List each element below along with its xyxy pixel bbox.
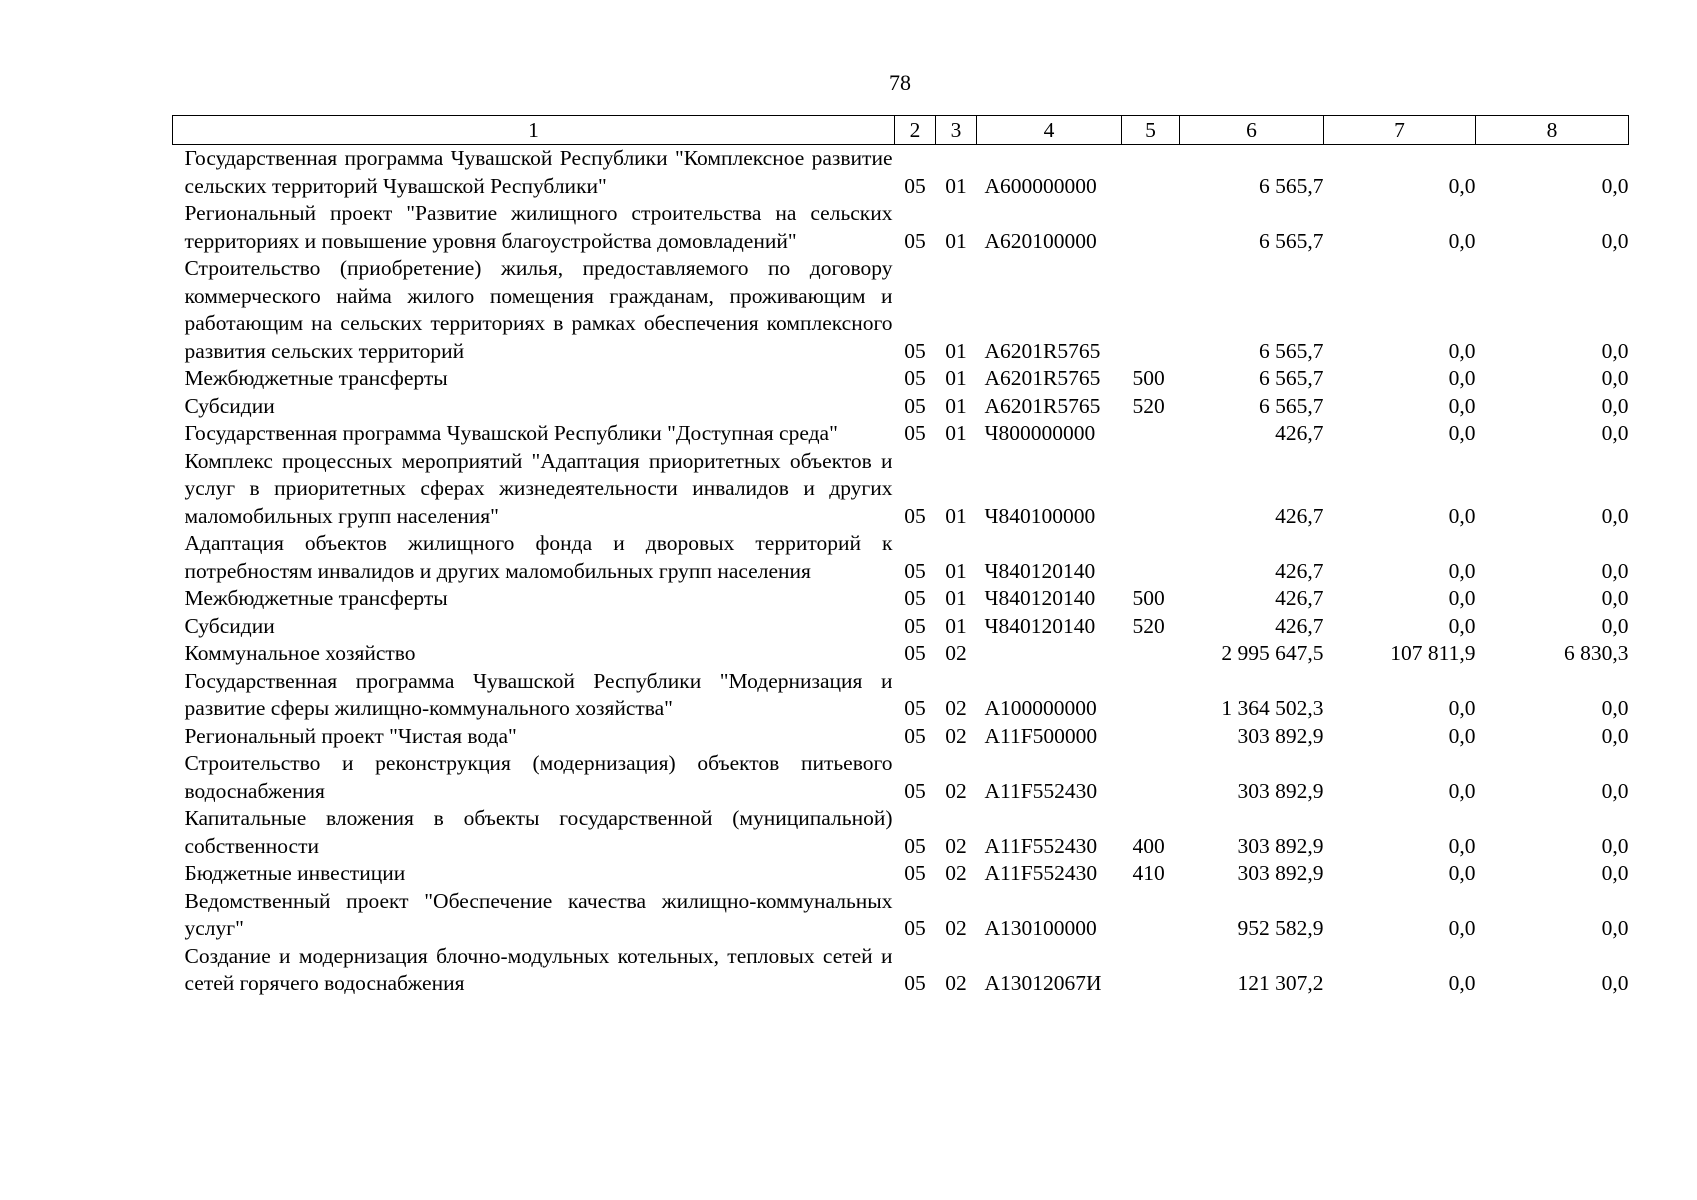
row-name: Ведомственный проект "Обеспечение качества жилищно-коммунальных услуг" [184, 888, 893, 940]
row-amount-col8: 0,0 [1601, 916, 1629, 940]
row-expense-type: 410 [1132, 861, 1165, 885]
row-amount-col6: 6 565,7 [1259, 338, 1324, 363]
table-row [173, 585, 1629, 613]
column-header-2: 2 [895, 116, 936, 145]
row-name: Государственная программа Чувашской Республики "Модернизация и развитие сферы жилищно-коммунального хозяйства" [184, 668, 893, 720]
row-subsection-code: 01 [945, 558, 967, 583]
budget-table [172, 115, 1629, 998]
header-row [173, 116, 1629, 145]
row-amount-col7: 0,0 [1448, 586, 1476, 610]
row-amount-col8: 0,0 [1601, 723, 1629, 748]
row-name: Межбюджетные трансферты [184, 366, 448, 390]
row-amount-col6: 426,7 [1275, 586, 1324, 610]
row-name: Государственная программа Чувашской Республики "Доступная среда" [184, 421, 838, 445]
row-expense-type [1122, 448, 1180, 531]
row-amount-col7: 107 811,9 [1390, 641, 1476, 665]
row-subsection-code: 01 [945, 421, 967, 445]
row-section-code: 05 [904, 228, 926, 253]
row-amount-col8: 0,0 [1601, 778, 1629, 803]
row-amount-col8: 0,0 [1601, 696, 1629, 720]
row-amount-col8: 0,0 [1601, 613, 1629, 638]
row-amount-col6: 426,7 [1275, 503, 1324, 528]
row-amount-col7: 0,0 [1448, 421, 1476, 445]
row-amount-col6: 1 364 502,3 [1221, 696, 1324, 720]
table-row [173, 860, 1629, 888]
page-number: 78 [889, 70, 911, 95]
row-subsection-code: 01 [945, 393, 967, 418]
table-row [173, 668, 1629, 723]
row-name: Коммунальное хозяйство [184, 641, 416, 665]
row-target-article: А11F552430 [984, 833, 1098, 858]
row-name: Субсидии [184, 393, 275, 418]
row-target-article: А11F500000 [984, 723, 1098, 748]
table-header [173, 116, 1629, 145]
table-row [173, 420, 1629, 448]
row-subsection-code: 02 [945, 723, 967, 748]
row-section-code: 05 [904, 338, 926, 363]
row-target-article: Ч840120140 [984, 558, 1096, 583]
row-section-code: 05 [904, 586, 926, 610]
row-amount-col7: 0,0 [1448, 558, 1476, 583]
row-expense-type [1122, 145, 1180, 201]
row-subsection-code: 02 [945, 916, 967, 940]
row-target-article: А11F552430 [984, 778, 1098, 803]
row-amount-col7: 0,0 [1448, 393, 1476, 418]
row-expense-type: 500 [1132, 586, 1165, 610]
row-amount-col8: 0,0 [1601, 861, 1629, 885]
row-section-code: 05 [904, 723, 926, 748]
row-target-article: А6201R5765 [984, 366, 1101, 390]
row-amount-col6: 303 892,9 [1237, 723, 1324, 748]
row-amount-col8: 0,0 [1601, 173, 1629, 198]
table-row [173, 530, 1629, 585]
row-amount-col7: 0,0 [1448, 971, 1476, 995]
column-header-4: 4 [977, 116, 1122, 145]
row-section-code: 05 [904, 613, 926, 638]
row-subsection-code: 01 [945, 366, 967, 390]
row-expense-type [1122, 723, 1180, 751]
row-expense-type [1122, 640, 1180, 668]
row-expense-type: 520 [1132, 393, 1165, 418]
row-subsection-code: 01 [945, 613, 967, 638]
row-target-article: Ч840100000 [984, 503, 1096, 528]
row-amount-col8: 6 830,3 [1564, 641, 1629, 665]
row-subsection-code: 01 [945, 503, 967, 528]
column-header-7: 7 [1324, 116, 1476, 145]
row-expense-type [1122, 668, 1180, 723]
row-section-code: 05 [904, 393, 926, 418]
row-amount-col7: 0,0 [1448, 503, 1476, 528]
row-amount-col7: 0,0 [1448, 696, 1476, 720]
row-section-code: 05 [904, 971, 926, 995]
row-amount-col7: 0,0 [1448, 613, 1476, 638]
row-target-article: А6201R5765 [984, 393, 1101, 418]
row-expense-type [1122, 200, 1180, 255]
row-target-article: Ч840120140 [984, 613, 1096, 638]
row-expense-type [1122, 888, 1180, 943]
row-subsection-code: 02 [945, 971, 967, 995]
row-subsection-code: 02 [945, 861, 967, 885]
table-row [173, 255, 1629, 365]
row-amount-col7: 0,0 [1448, 338, 1476, 363]
row-name: Комплекс процессных мероприятий "Адаптация приоритетных объектов и услуг в приоритетных сферах жизнедеятельности инвалидов и других маломобильных групп населения" [184, 448, 893, 528]
column-header-3: 3 [936, 116, 977, 145]
row-expense-type: 400 [1132, 833, 1165, 858]
row-amount-col6: 303 892,9 [1237, 778, 1324, 803]
table-row [173, 613, 1629, 641]
row-section-code: 05 [904, 503, 926, 528]
row-section-code: 05 [904, 696, 926, 720]
row-amount-col6: 303 892,9 [1237, 833, 1324, 858]
row-expense-type: 520 [1132, 613, 1165, 638]
row-section-code: 05 [904, 421, 926, 445]
table-body [173, 145, 1629, 998]
row-expense-type [1122, 750, 1180, 805]
row-name: Региональный проект "Чистая вода" [184, 723, 517, 748]
row-amount-col8: 0,0 [1601, 366, 1629, 390]
row-amount-col6: 952 582,9 [1237, 916, 1324, 940]
row-amount-col8: 0,0 [1601, 393, 1629, 418]
row-subsection-code: 01 [945, 586, 967, 610]
row-subsection-code: 02 [945, 696, 967, 720]
table-row [173, 750, 1629, 805]
row-target-article: А100000000 [984, 696, 1097, 720]
row-amount-col6: 6 565,7 [1259, 366, 1324, 390]
row-name: Межбюджетные трансферты [184, 586, 448, 610]
row-name: Строительство (приобретение) жилья, предоставляемого по договору коммерческого найма жилого помещения гражданам, проживающим и работающим на сельских территориях в рамках обеспечения комплексного развития сельских территорий [184, 256, 893, 363]
table-row [173, 805, 1629, 860]
row-amount-col7: 0,0 [1448, 173, 1476, 198]
table-row [173, 365, 1629, 393]
row-amount-col7: 0,0 [1448, 916, 1476, 940]
column-header-5: 5 [1122, 116, 1180, 145]
row-target-article: Ч800000000 [984, 421, 1096, 445]
column-header-1: 1 [173, 116, 895, 145]
table-row [173, 448, 1629, 531]
row-amount-col7: 0,0 [1448, 833, 1476, 858]
row-subsection-code: 01 [945, 228, 967, 253]
row-section-code: 05 [904, 641, 926, 665]
table-row [173, 888, 1629, 943]
row-subsection-code: 02 [945, 833, 967, 858]
row-amount-col8: 0,0 [1601, 558, 1629, 583]
row-amount-col6: 6 565,7 [1259, 393, 1324, 418]
row-target-article: А6201R5765 [984, 338, 1101, 363]
row-name: Капитальные вложения в объекты государственной (муниципальной) собственности [184, 806, 893, 858]
row-expense-type [1122, 255, 1180, 365]
row-name: Бюджетные инвестиции [184, 861, 406, 885]
row-amount-col7: 0,0 [1448, 861, 1476, 885]
row-target-article [977, 640, 1122, 668]
row-expense-type [1122, 943, 1180, 998]
row-amount-col7: 0,0 [1448, 228, 1476, 253]
row-target-article: А130100000 [984, 916, 1097, 940]
row-section-code: 05 [904, 558, 926, 583]
row-expense-type [1122, 530, 1180, 585]
table-row [173, 640, 1629, 668]
row-expense-type [1122, 420, 1180, 448]
row-amount-col6: 121 307,2 [1237, 971, 1324, 995]
row-name: Государственная программа Чувашской Республики "Комплексное развитие сельских территорий Чувашской Республики" [184, 146, 893, 198]
row-expense-type: 500 [1132, 366, 1165, 390]
row-name: Адаптация объектов жилищного фонда и дворовых территорий к потребностям инвалидов и других маломобильных групп населения [184, 531, 893, 583]
table-row [173, 393, 1629, 421]
table-row [173, 723, 1629, 751]
row-amount-col6: 6 565,7 [1259, 173, 1324, 198]
row-target-article: А11F552430 [984, 861, 1098, 885]
table-row [173, 145, 1629, 201]
row-amount-col7: 0,0 [1448, 366, 1476, 390]
row-name: Создание и модернизация блочно-модульных котельных, тепловых сетей и сетей горячего водоснабжения [184, 943, 893, 995]
row-amount-col8: 0,0 [1601, 338, 1629, 363]
row-target-article: А620100000 [984, 228, 1097, 253]
row-target-article: А13012067И [984, 971, 1102, 995]
row-amount-col8: 0,0 [1601, 833, 1629, 858]
row-section-code: 05 [904, 778, 926, 803]
row-subsection-code: 02 [945, 778, 967, 803]
row-amount-col6: 426,7 [1275, 558, 1324, 583]
row-subsection-code: 02 [945, 641, 967, 665]
row-target-article: Ч840120140 [984, 586, 1096, 610]
row-amount-col7: 0,0 [1448, 778, 1476, 803]
row-section-code: 05 [904, 861, 926, 885]
row-section-code: 05 [904, 366, 926, 390]
row-name: Субсидии [184, 613, 275, 638]
row-target-article: А600000000 [984, 173, 1097, 198]
table-row [173, 200, 1629, 255]
row-amount-col8: 0,0 [1601, 503, 1629, 528]
row-section-code: 05 [904, 833, 926, 858]
row-name: Строительство и реконструкция (модернизация) объектов питьевого водоснабжения [184, 751, 893, 803]
row-amount-col6: 303 892,9 [1237, 861, 1324, 885]
row-amount-col6: 2 995 647,5 [1221, 641, 1324, 665]
row-subsection-code: 01 [945, 173, 967, 198]
row-amount-col8: 0,0 [1601, 971, 1629, 995]
row-name: Региональный проект "Развитие жилищного строительства на сельских территориях и повышение уровня благоустройства домовладений" [184, 201, 893, 253]
row-amount-col6: 426,7 [1275, 613, 1324, 638]
table-row [173, 943, 1629, 998]
row-subsection-code: 01 [945, 338, 967, 363]
row-amount-col8: 0,0 [1601, 586, 1629, 610]
row-section-code: 05 [904, 916, 926, 940]
row-section-code: 05 [904, 173, 926, 198]
column-header-8: 8 [1476, 116, 1629, 145]
column-header-6: 6 [1180, 116, 1324, 145]
row-amount-col8: 0,0 [1601, 421, 1629, 445]
row-amount-col6: 426,7 [1275, 421, 1324, 445]
row-amount-col7: 0,0 [1448, 723, 1476, 748]
row-amount-col6: 6 565,7 [1259, 228, 1324, 253]
row-amount-col8: 0,0 [1601, 228, 1629, 253]
